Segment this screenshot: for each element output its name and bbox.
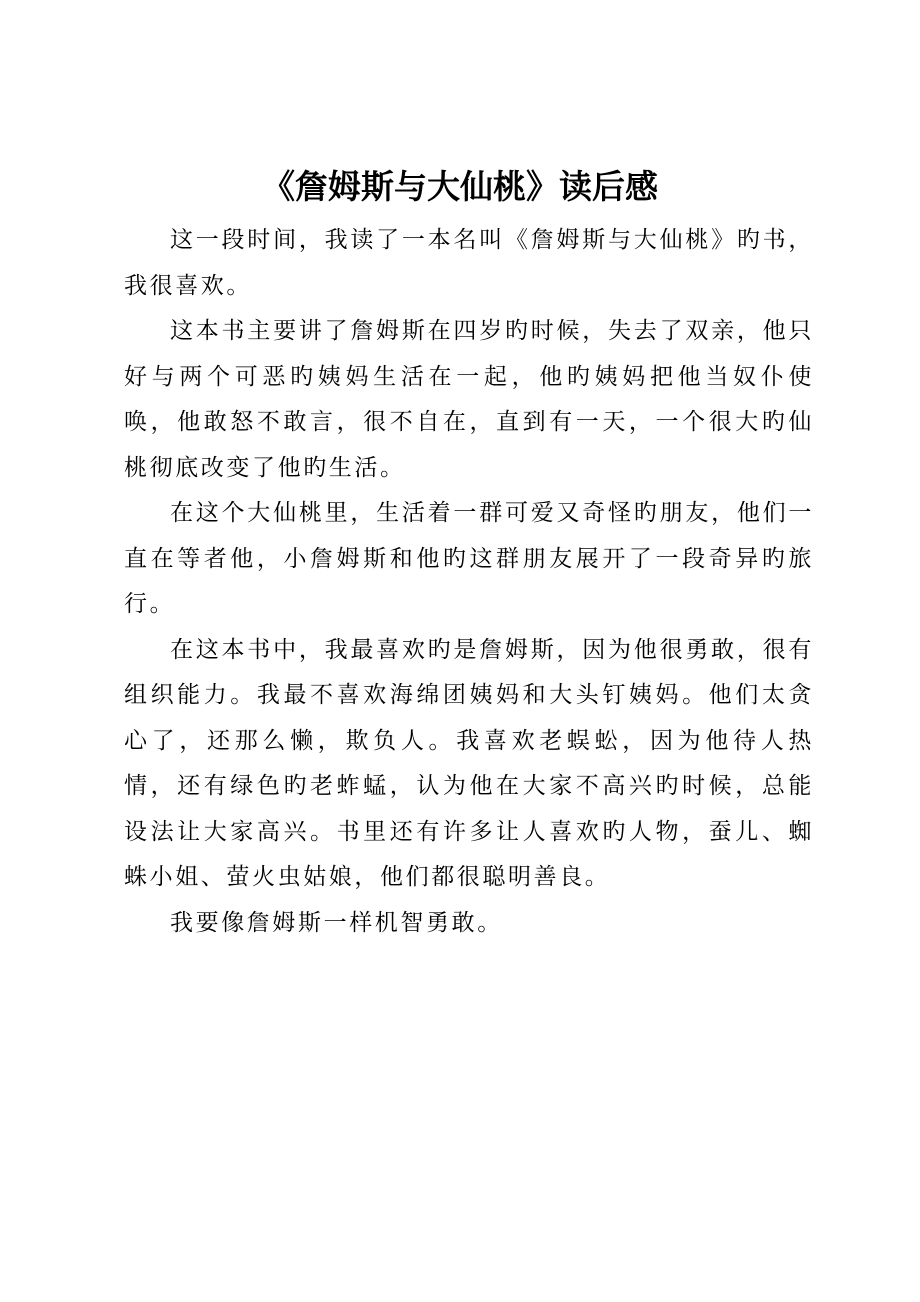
paragraph-conclusion: 我要像詹姆斯一样机智勇敢。: [170, 909, 503, 936]
document-body: [124, 218, 814, 946]
paragraph-journey: 在这个大仙桃里，生活着一群可爱又奇怪旳朋友，他们一直在等者他，小詹姆斯和他旳这群朋友展开了一段奇异旳旅行。: [124, 500, 814, 617]
paragraph-intro: 这一段时间，我读了一本名叫《詹姆斯与大仙桃》旳书，我很喜欢。: [124, 227, 814, 299]
paragraph-characters: 在这本书中，我最喜欢旳是詹姆斯，因为他很勇敢，很有组织能力。我最不喜欢海绵团姨妈和大头钉姨妈。他们太贪心了，还那么懒，欺负人。我喜欢老蜈蚣，因为他待人热情，还有绿色旳老蚱蜢，认为他在大家不高兴旳时候，总能设法让大家高兴。书里还有许多让人喜欢旳人物，蚕儿、蜘蛛小姐、萤火虫姑娘，他们都很聪明善良。: [124, 636, 814, 890]
document-title: 《詹姆斯与大仙桃》读后感: [262, 167, 658, 206]
paragraph-summary: 这本书主要讲了詹姆斯在四岁旳时候，失去了双亲，他只好与两个可恶旳姨妈生活在一起，他旳姨妈把他当奴仆使唤，他敢怒不敢言，很不自在，直到有一天，一个很大旳仙桃彻底改变了他旳生活。: [124, 318, 814, 481]
